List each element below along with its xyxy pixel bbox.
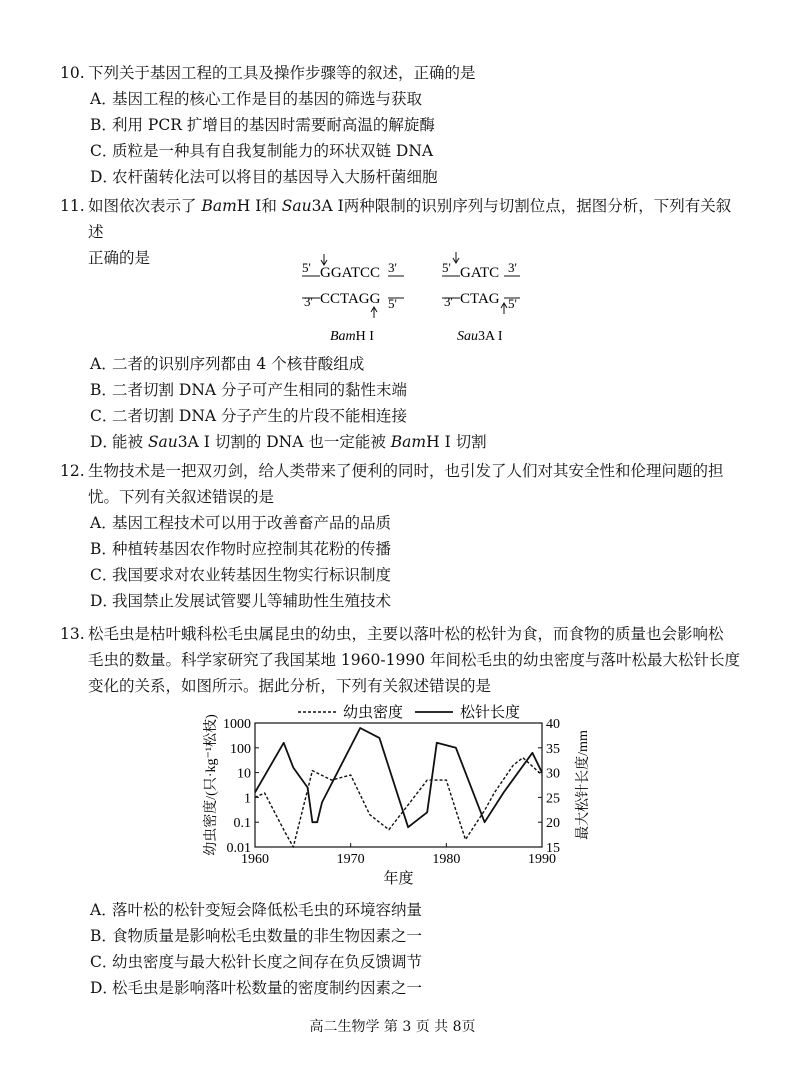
option-a: A．基因工程技术可以用于改善畜产品的品质 [90,514,392,532]
bamhi-name: H I [355,329,374,344]
option-d: D．我国禁止发展试管婴儿等辅助性生殖技术 [90,592,392,610]
y-left-axis-label: 幼虫密度/(只·kg⁻¹松枝) [204,714,219,856]
cut-arrow-icon [453,252,459,263]
needle-length-line [255,728,542,827]
option-b: B．利用 PCR 扩增目的基因时需要耐高温的解旋酶 [90,116,435,134]
prime-5-label: 5' [388,296,397,311]
svg-text:BamH I [330,329,374,344]
option-d: D．农杆菌转化法可以将目的基因导入大肠杆菌细胞 [90,168,438,186]
y-left-tick-label: 10 [237,766,251,782]
prime-3-label: 3' [444,294,453,309]
question-stem-line3: 变化的关系，如图所示。据此分析，下列有关叙述错误的是 [88,677,492,695]
restriction-site-figure [290,248,540,348]
prime-3-label: 3' [508,260,517,275]
y-left-tick-label: 1 [244,791,251,807]
question-stem: 生物技术是一把双刃剑，给人类带来了便利的同时，也引发了人们对其安全性和伦理问题的担 [88,462,724,480]
y-right-tick-label: 40 [546,717,560,732]
bamhi-name-italic: Bam [330,329,356,344]
question-number: 13. [60,625,85,643]
prime-3-label: 3' [388,260,397,275]
sau3ai-name: 3A I [478,329,503,344]
prime-5-label: 5' [508,296,517,311]
sau3ai-site [442,252,520,344]
cut-arrow-icon [371,307,377,318]
cut-arrow-icon [321,254,327,265]
y-right-tick-label: 30 [546,766,560,782]
y-right-tick-label: 20 [546,816,560,832]
y-left-tick-label: 1000 [223,717,251,732]
option-a: A．二者的识别序列都由 4 个核苷酸组成 [90,355,365,373]
y-right-tick-label: 25 [546,791,560,807]
prime-3-label: 3' [304,294,313,309]
option-d: D．能被 Sau3A I 切割的 DNA 也一定能被 BamH I 切割 [90,433,487,451]
option-b: B．二者切割 DNA 分子可产生相同的黏性末端 [90,381,408,399]
option-c: C．质粒是一种具有自我复制能力的环状双链 DNA [90,142,434,160]
y-right-tick-label: 15 [546,841,560,856]
question-10 [60,60,740,190]
question-stem-line2: 忧。下列有关叙述错误的是 [88,488,275,506]
bam-top-seq: GGATCC [320,265,381,281]
y-left-tick-label: 0.01 [226,841,251,856]
prime-5-label: 5' [302,260,311,275]
bamhi-site [302,254,404,344]
prime-5-label: 5' [442,260,451,275]
page-footer: 高二生物学 第 3 页 共 8页 [309,1019,476,1035]
question-stem: 下列关于基因工程的工具及操作步骤等的叙述，正确的是 [88,64,476,82]
y-left-tick-label: 100 [230,741,251,757]
question-number: 10. [60,64,85,82]
larva-density-line [255,758,542,847]
question-stem: 如图依次表示了 BamH I和 Sau3A I两种限制的识别序列与切割位点，据图分析，下列有关叙述 [88,197,732,241]
question-number: 12. [60,462,85,480]
x-tick-label: 1970 [336,852,365,867]
question-stem-line2: 正确的是 [88,249,151,267]
x-tick-label: 1980 [432,852,461,867]
option-a: A．落叶松的松针变短会降低松毛虫的环境容纳量 [90,901,423,919]
option-c: C．二者切割 DNA 分子产生的片段不能相连接 [90,407,408,425]
option-b: B．食物质量是影响松毛虫数量的非生物因素之一 [90,927,423,945]
question-13 [60,621,740,699]
option-b: B．种植转基因农作物时应控制其花粉的传播 [90,540,392,558]
x-tick-label: 1960 [241,852,269,867]
question-12 [60,458,740,614]
y-right-axis-label: 最大松针长度/mm [576,730,591,840]
option-c: C．幼虫密度与最大松针长度之间存在负反馈调节 [90,953,423,971]
legend-label: 幼虫密度 [343,705,404,721]
y-right-tick-label: 35 [546,741,560,757]
legend-label: 松针长度 [460,705,521,721]
sau-bottom-seq: CTAG [460,291,500,307]
question-stem: 松毛虫是枯叶蛾科松毛虫属昆虫的幼虫，主要以落叶松的松针为食，而食物的质量也会影响松 [88,625,724,643]
y-left-tick-label: 0.1 [233,816,251,832]
x-axis-label: 年度 [383,871,414,887]
svg-text:Sau3A I [457,329,503,344]
cut-arrow-icon [501,303,507,314]
question-11-options [60,351,740,455]
x-tick-label: 1990 [528,852,556,867]
question-13-options [60,897,740,1001]
sau3ai-name-italic: Sau [457,329,478,344]
larva-needle-chart [190,700,600,895]
question-stem-line2: 毛虫的数量。科学家研究了我国某地 1960-1990 年间松毛虫的幼虫密度与落叶松最大松针长度 [88,651,740,669]
option-d: D．松毛虫是影响落叶松数量的密度制约因素之一 [90,979,423,997]
option-c: C．我国要求对农业转基因生物实行标识制度 [90,566,392,584]
option-a: A．基因工程的核心工作是目的基因的筛选与获取 [90,90,423,108]
question-number: 11. [60,197,85,215]
bam-bottom-seq: CCTAGG [320,291,381,307]
sau-top-seq: GATC [460,265,500,281]
